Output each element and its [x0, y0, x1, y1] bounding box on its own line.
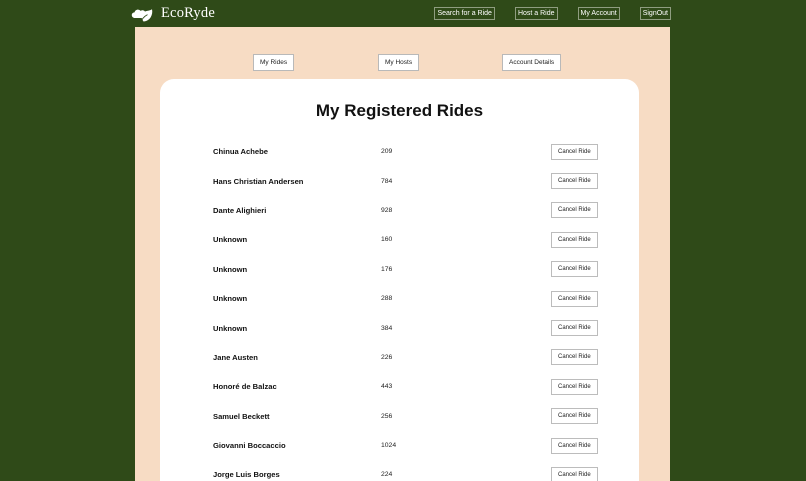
table-row	[160, 402, 639, 431]
ride-passenger-name: Unknown	[213, 264, 248, 274]
nav-link-signout[interactable]: SignOut	[640, 7, 671, 20]
table-row	[160, 166, 639, 195]
ride-value: 256	[381, 412, 393, 420]
ride-passenger-name: Chinua Achebe	[213, 147, 268, 157]
ride-value: 928	[381, 206, 393, 214]
table-row	[160, 137, 639, 166]
ride-passenger-name: Samuel Beckett	[213, 411, 270, 421]
left-rail	[0, 0, 135, 481]
ride-passenger-name: Unknown	[213, 323, 248, 333]
nav-link-search-ride[interactable]: Search for a Ride	[434, 7, 494, 20]
ride-value: 384	[381, 324, 393, 332]
ride-passenger-name: Jorge Luis Borges	[213, 470, 280, 480]
tab-bar	[135, 54, 670, 72]
tab-my-rides[interactable]: My Rides	[253, 54, 294, 71]
ride-passenger-name: Unknown	[213, 235, 248, 245]
table-row	[160, 372, 639, 401]
ride-passenger-name: Jane Austen	[213, 352, 258, 362]
cancel-ride-button[interactable]: Cancel Ride	[551, 467, 598, 481]
brand[interactable]	[131, 0, 215, 27]
table-row	[160, 284, 639, 313]
table-row	[160, 460, 639, 481]
cancel-ride-button[interactable]: Cancel Ride	[551, 291, 598, 307]
table-row	[160, 225, 639, 254]
ride-value: 209	[381, 148, 393, 156]
ride-passenger-name: Hans Christian Andersen	[213, 176, 304, 186]
cancel-ride-button[interactable]: Cancel Ride	[551, 349, 598, 365]
cancel-ride-button[interactable]: Cancel Ride	[551, 261, 598, 277]
nav-link-my-account[interactable]: My Account	[578, 7, 620, 20]
table-row	[160, 255, 639, 284]
tab-my-hosts[interactable]: My Hosts	[378, 54, 419, 71]
ride-value: 288	[381, 295, 393, 303]
cancel-ride-button[interactable]: Cancel Ride	[551, 232, 598, 248]
cancel-ride-button[interactable]: Cancel Ride	[551, 202, 598, 218]
table-row	[160, 196, 639, 225]
cancel-ride-button[interactable]: Cancel Ride	[551, 144, 598, 160]
table-row	[160, 313, 639, 342]
page-title: My Registered Rides	[315, 101, 484, 120]
rides-list	[160, 137, 639, 481]
ride-passenger-name: Honoré de Balzac	[213, 382, 277, 392]
cancel-ride-button[interactable]: Cancel Ride	[551, 438, 598, 454]
navbar	[0, 0, 806, 27]
ride-value: 443	[381, 383, 393, 391]
rides-card	[160, 79, 639, 481]
nav-link-host-ride[interactable]: Host a Ride	[515, 7, 558, 20]
brand-name: EcoRyde	[161, 5, 215, 21]
tab-account-details[interactable]: Account Details	[502, 54, 561, 71]
nav-links	[434, 7, 671, 20]
cancel-ride-button[interactable]: Cancel Ride	[551, 320, 598, 336]
cancel-ride-button[interactable]: Cancel Ride	[551, 173, 598, 189]
ride-value: 1024	[381, 442, 397, 450]
ride-passenger-name: Dante Alighieri	[213, 205, 267, 215]
table-row	[160, 431, 639, 460]
cancel-ride-button[interactable]: Cancel Ride	[551, 379, 598, 395]
ride-value: 160	[381, 236, 393, 244]
ride-value: 224	[381, 471, 393, 479]
ride-value: 176	[381, 265, 393, 273]
ride-value: 226	[381, 353, 393, 361]
leaf-cloud-logo-icon	[131, 4, 155, 24]
ride-passenger-name: Giovanni Boccaccio	[213, 441, 286, 451]
ride-value: 784	[381, 177, 393, 185]
ride-passenger-name: Unknown	[213, 294, 248, 304]
right-rail	[670, 0, 806, 481]
cancel-ride-button[interactable]: Cancel Ride	[551, 408, 598, 424]
table-row	[160, 343, 639, 372]
